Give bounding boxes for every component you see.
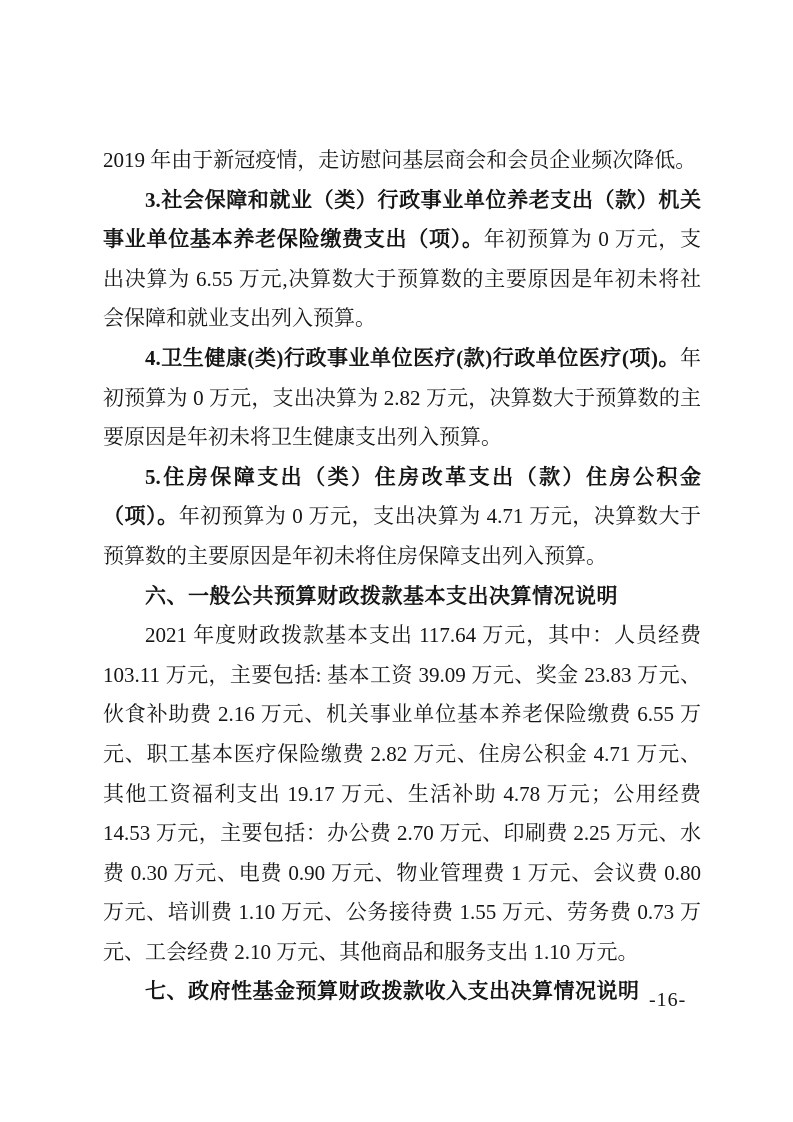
paragraph-body-text: 年初预算为 0 万元，支出决算为 6.55 万元,决算数大于预算数的主要原因是年初未将社会保障和就业支出列入预算。: [103, 227, 702, 331]
section-heading: [103, 577, 701, 617]
paragraph-lead-bold-text: 六、一般公共预算财政拨款基本支出决算情况说明: [145, 584, 618, 608]
page-number: -16-: [649, 989, 687, 1011]
body-paragraph: [103, 616, 701, 972]
paragraph-body-text: 2021 年度财政拨款基本支出 117.64 万元，其中：人员经费 103.11 万元，主要包括: 基本工资 39.09 万元、奖金 23.83 万元、伙食补助费 2.16 万元、机关事业单位基本养老保险缴费 6.55 万元、职工基本医疗保险缴费 2.82 万元、住房公积金 4.71 万元、其他工资福利支出 19.17 万元、生活补助 4.78 万元；公用经费 14.53 万元，主要包括：办公费 2.70 万元、印刷费 2.25 万元、水费 0.30 万元、电费 0.90 万元、物业管理费 1 万元、会议费 0.80 万元、培训费 1.10 万元、公务接待费 1.55 万元、劳务费 0.73 万元、工会经费 2.10 万元、其他商品和服务支出 1.10 万元。: [103, 623, 701, 964]
paragraph-body-text: 年初预算为 0 万元，支出决算为 4.71 万元，决算数大于预算数的主要原因是年初未将住房保障支出列入预算。: [103, 504, 702, 568]
paragraph-body-text: 2019 年由于新冠疫情，走访慰问基层商会和会员企业频次降低。: [103, 148, 697, 172]
body-paragraph: [103, 141, 701, 181]
paragraph-lead-bold-text: 七、政府性基金预算财政拨款收入支出决算情况说明: [145, 980, 640, 1004]
body-paragraph: [103, 181, 701, 339]
paragraph-body-text: 年初预算为 0 万元，支出决算为 2.82 万元，决算数大于预算数的主要原因是年初未将卫生健康支出列入预算。: [103, 345, 701, 450]
document-content: [103, 141, 701, 1012]
body-paragraph: [103, 458, 701, 577]
body-paragraph: [103, 339, 701, 458]
paragraph-lead-bold-text: 3.社会保障和就业（类）行政事业单位养老支出（款）机关事业单位基本养老保险缴费支出（项）。: [103, 187, 701, 252]
section-heading: [103, 972, 701, 1012]
paragraph-lead-bold-text: 5.住房保障支出（类）住房改革支出（款）住房公积金（项）。: [103, 464, 701, 529]
paragraph-lead-bold-text: 4.卫生健康(类)行政事业单位医疗(款)行政单位医疗(项)。: [145, 345, 680, 370]
